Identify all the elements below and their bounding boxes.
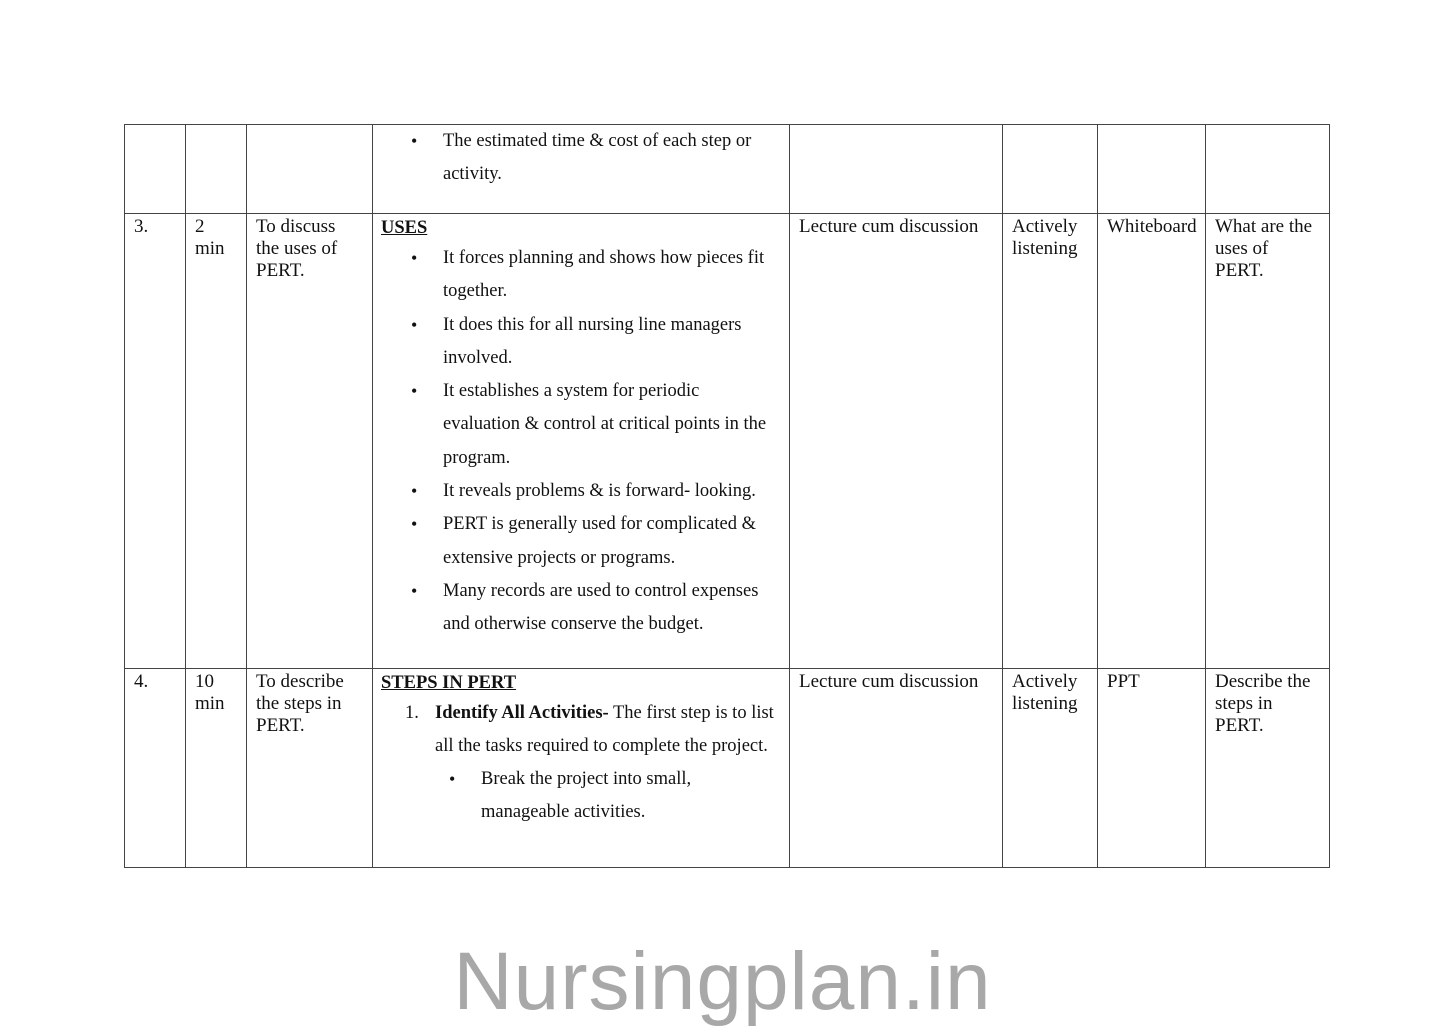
content-bullet: • Break the project into small, manageable activities. (481, 763, 781, 830)
content-bullet: • It establishes a system for periodic evaluation & control at critical points in the program. (443, 375, 781, 475)
time: 10 min (195, 671, 225, 714)
teaching-method: Lecture cum discussion (799, 216, 979, 237)
content-bullet: • PERT is generally used for complicated & extensive projects or programs. (443, 508, 781, 575)
content-bullet: • It forces planning and shows how pieces fit together. (443, 242, 781, 309)
section-heading: USES (381, 218, 428, 238)
av-aid-cell (1098, 125, 1206, 214)
table-row-steps (125, 669, 1330, 868)
step-item (405, 697, 781, 830)
time-cell (186, 125, 247, 214)
content-bullet: • It does this for all nursing line managers involved. (443, 309, 781, 376)
evaluation: Describe the steps in PERT. (1215, 671, 1311, 736)
evaluation: What are the uses of PERT. (1215, 216, 1313, 281)
teaching-method-cell (790, 125, 1003, 214)
table-row-uses (125, 214, 1330, 669)
sno-cell (125, 125, 186, 214)
sno: 3. (134, 216, 149, 237)
learning-activity: Actively listening (1012, 671, 1078, 714)
objective: To discuss the uses of PERT. (256, 216, 338, 281)
time: 2 min (195, 216, 225, 259)
sno: 4. (134, 671, 149, 692)
lesson-plan-table (124, 124, 1330, 868)
content-bullet: • It reveals problems & is forward- looking. (443, 475, 781, 508)
av-aid: PPT (1107, 671, 1140, 692)
step-text: The first step is to list all the tasks required to complete the project. (435, 703, 774, 756)
section-heading: STEPS IN PERT (381, 673, 517, 693)
table-row-continued (125, 125, 1330, 214)
step-title: Identify All Activities- (435, 703, 609, 723)
evaluation-cell (1206, 125, 1330, 214)
objective-cell (247, 125, 373, 214)
content-bullet: • The estimated time & cost of each step or activity. (443, 125, 781, 192)
teaching-method: Lecture cum discussion (799, 671, 979, 692)
content-cell (373, 125, 790, 214)
objective: To describe the steps in PERT. (256, 671, 344, 736)
watermark: Nursingplan.in (453, 936, 992, 1027)
step-number: 1. (405, 703, 419, 723)
learning-activity: Actively listening (1012, 216, 1078, 259)
av-aid: Whiteboard (1107, 216, 1197, 237)
content-bullet: • Many records are used to control expenses and otherwise conserve the budget. (443, 575, 781, 642)
learning-activity-cell (1003, 125, 1098, 214)
